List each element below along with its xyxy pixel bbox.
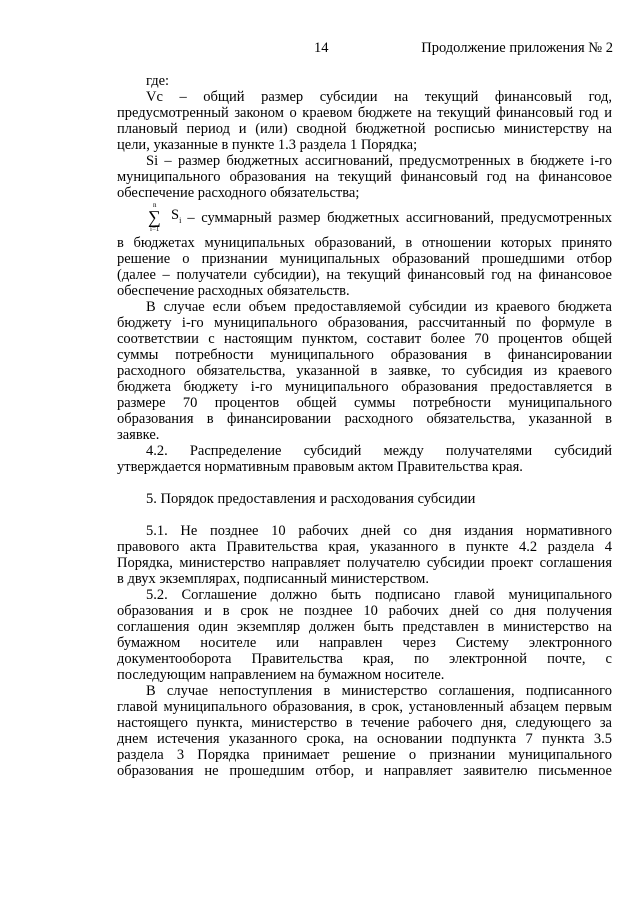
text-line: в бюджетах муниципальных образований, в отношении которых принято xyxy=(117,235,612,251)
text-line: документооборота Правительства края, по электронной почте, с xyxy=(117,651,612,667)
text-line: бюджета бюджету i-го муниципального образования предоставляется в xyxy=(117,379,612,395)
definition-sum xyxy=(117,203,612,299)
sum-variable xyxy=(171,207,181,229)
sum-variable-index: i xyxy=(179,215,182,225)
paragraph-non-receipt xyxy=(117,683,612,779)
text-line: соглашения один экземпляр должен быть представлен в министерство на xyxy=(117,619,612,635)
spacer xyxy=(117,507,612,523)
text-line: настоящего пункта, министерство в течение рабочего дня, следующего за xyxy=(117,715,612,731)
text-line: последующим направлением на бумажном носителе. xyxy=(117,667,445,683)
section-5-heading: 5. Порядок предоставления и расходования субсидии xyxy=(146,491,476,507)
text-line: заявке. xyxy=(117,427,160,443)
text-line: Порядка, министерство направляет получателю субсидии проект соглашения xyxy=(117,555,612,571)
document-body xyxy=(117,73,612,779)
text-line: (далее – получатели субсидии), на текущий финансовый год на финансовое xyxy=(117,267,612,283)
text-line: образования в финансировании расходного обязательства, указанной в xyxy=(117,411,612,427)
sum-lower-limit: i=1 xyxy=(150,225,160,233)
text-line: суммы потребности муниципального образования в финансировании xyxy=(117,347,612,363)
summation-symbol xyxy=(146,203,170,233)
text-line: решение о признании муниципальных образований прошедшими отбор xyxy=(117,251,612,267)
text-line: правового акта Правительства края, указанного в пункте 4.2 раздела 4 xyxy=(117,539,612,555)
line-gde: где: xyxy=(146,73,170,89)
spacer xyxy=(117,475,612,491)
page-number: 14 xyxy=(314,40,329,56)
text-line: цели, указанные в пункте 1.3 раздела 1 Порядка; xyxy=(117,137,418,153)
text-line: расходного обязательства, указанной в заявке, то субсидия из краевого xyxy=(117,363,612,379)
text-line: предусмотренный законом о краевом бюджете на текущий финансовый год и xyxy=(117,105,612,121)
text-line: обеспечение расходных обязательств. xyxy=(117,283,350,299)
text-line: бумажном носителе или направлен через Систему электронного xyxy=(117,635,612,651)
text-line: главой муниципального образования, в срок, установленный абзацем первым xyxy=(117,699,612,715)
text-line: – суммарный размер бюджетных ассигнований, предусмотренных xyxy=(187,210,612,226)
appendix-continuation-note: Продолжение приложения № 2 xyxy=(421,40,613,56)
text-line: Vc – общий размер субсидии на текущий финансовый год, xyxy=(146,89,612,105)
text-line: соответствии с настоящим пунктом, составит более 70 процентов общей xyxy=(117,331,612,347)
paragraph-5-2 xyxy=(117,587,612,683)
text-line: в двух экземплярах, подписанный министерством. xyxy=(117,571,429,587)
text-line: бюджету i-го муниципального образования, рассчитанный по формуле в xyxy=(117,315,612,331)
definition-si xyxy=(117,153,612,201)
text-line: обеспечение расходного обязательства; xyxy=(117,185,360,201)
sum-upper-limit: n xyxy=(153,201,157,209)
text-line: размере 70 процентов общей суммы потребности муниципального xyxy=(117,395,612,411)
sum-formula-line xyxy=(146,203,612,233)
text-line: образования не прошедшим отбор, и направляет заявителю письменное xyxy=(117,763,612,779)
sigma-glyph: ∑ xyxy=(148,207,161,227)
paragraph-5-1 xyxy=(117,523,612,587)
text-line: образования и в срок не позднее 10 рабочих дней со дня получения xyxy=(117,603,612,619)
text-line: 5.2. Соглашение должно быть подписано главой муниципального xyxy=(146,587,612,603)
text-line: В случае непоступления в министерство соглашения, подписанного xyxy=(146,683,612,699)
paragraph-4-2 xyxy=(117,443,612,475)
text-line: 4.2. Распределение субсидий между получателями субсидий xyxy=(146,443,612,459)
page-header xyxy=(0,40,640,56)
text-line: плановый период и (или) сводной бюджетной росписью министерству на xyxy=(117,121,612,137)
definition-vc xyxy=(117,89,612,153)
text-line: раздела 3 Порядка принимает решение о признании муниципального xyxy=(117,747,612,763)
text-line: муниципального образования на текущий финансовый год на финансовое xyxy=(117,169,612,185)
paragraph-case-70-percent xyxy=(117,299,612,443)
sum-variable-letter: S xyxy=(171,207,180,224)
text-line: В случае если объем предоставляемой субсидии из краевого бюджета xyxy=(146,299,612,315)
text-line: днем истечения указанного срока, на основании подпункта 7 пункта 3.5 xyxy=(117,731,612,747)
text-line: 5.1. Не позднее 10 рабочих дней со дня издания нормативного xyxy=(146,523,612,539)
text-line: Si – размер бюджетных ассигнований, предусмотренных в бюджете i-го xyxy=(146,153,612,169)
text-line: утверждается нормативным правовым актом Правительства края. xyxy=(117,459,523,475)
